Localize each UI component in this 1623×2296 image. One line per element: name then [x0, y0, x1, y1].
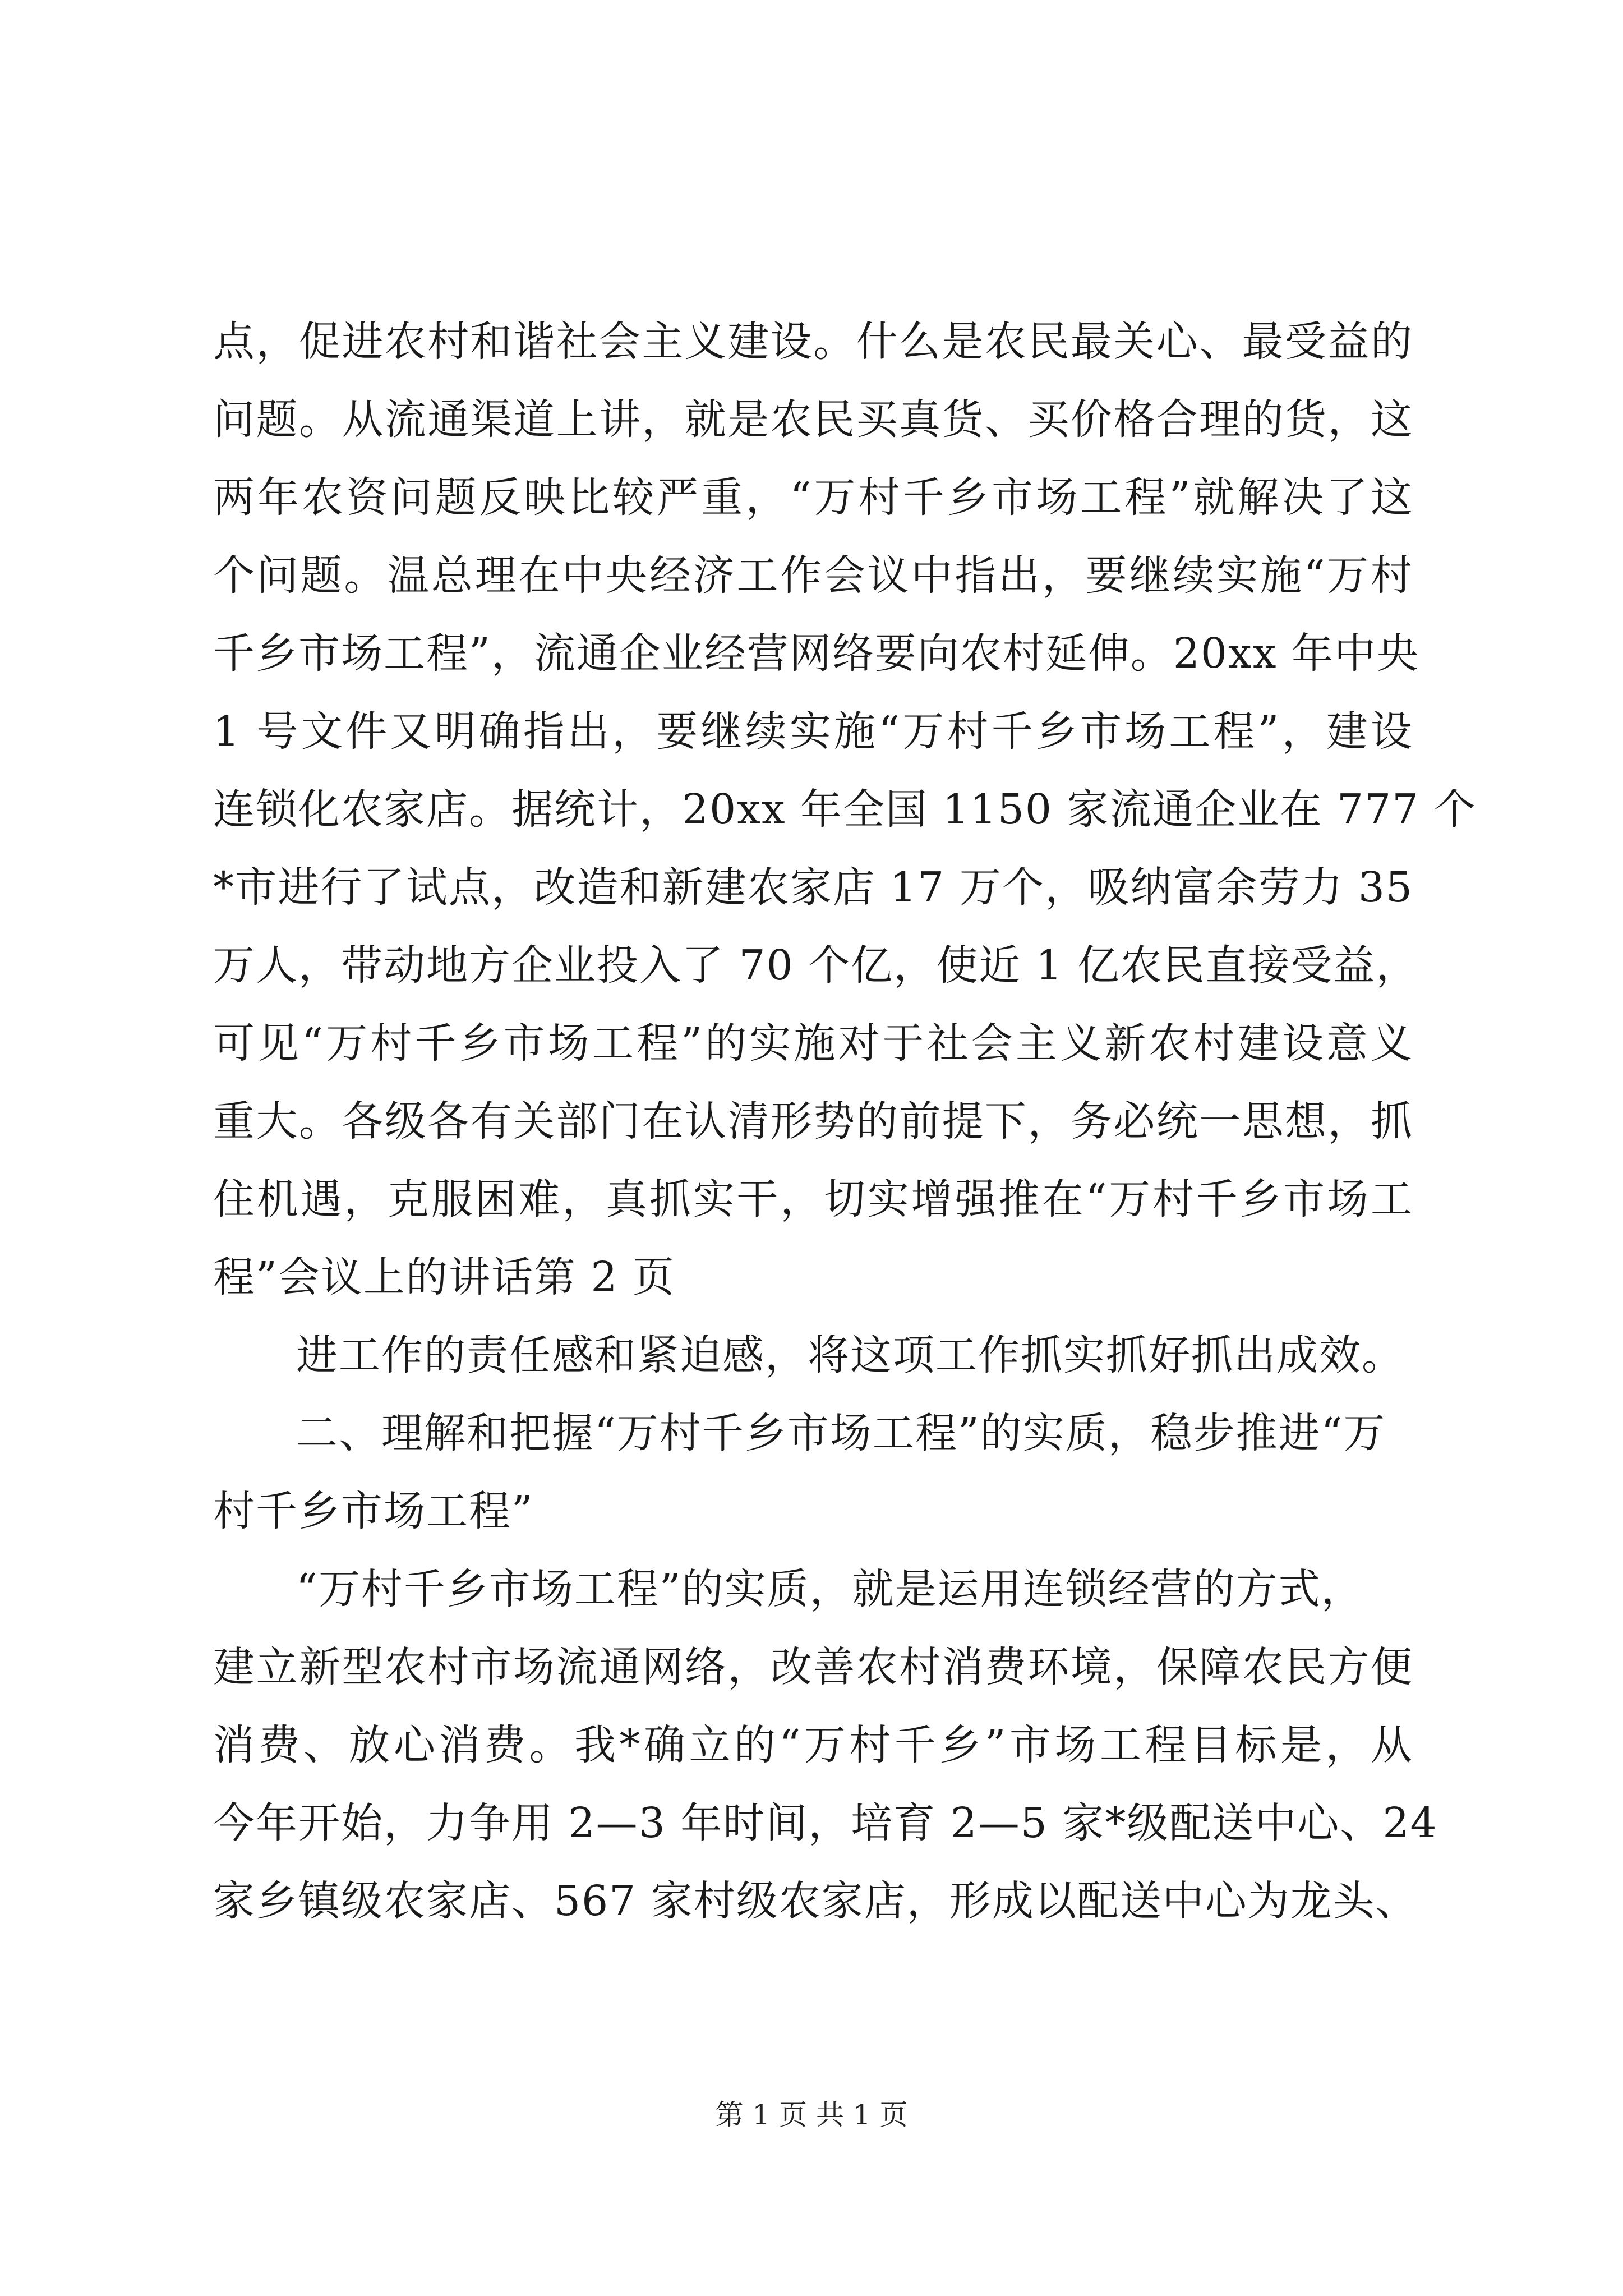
section-heading-line: 村千乡市场工程”	[213, 1487, 534, 1535]
section-heading-line: 二、理解和把握“万村千乡市场工程”的实质，稳步推进“万	[296, 1409, 1386, 1457]
paragraph-first-line: 进工作的责任感和紧迫感，将这项工作抓实抓好抓出成效。	[296, 1331, 1404, 1379]
text-line: 消费、放心消费。我*确立的“万村千乡”市场工程目标是，从	[213, 1721, 1413, 1769]
text-line: 连锁化农家店。据统计，20xx 年全国 1150 家流通企业在 777 个	[213, 785, 1477, 834]
text-line: 万人，带动地方企业投入了 70 个亿，使近 1 亿农民直接受益，	[213, 941, 1419, 990]
text-line: 可见“万村千乡市场工程”的实施对于社会主义新农村建设意义	[213, 1019, 1413, 1068]
text-line: 住机遇，克服困难，真抓实干，切实增强推在“万村千乡市场工	[213, 1175, 1413, 1223]
text-line: 两年农资问题反映比较严重，“万村千乡市场工程”就解决了这	[213, 473, 1413, 522]
page-footer: 第 1 页 共 1 页	[715, 2099, 908, 2131]
paragraph-first-line: “万村千乡市场工程”的实质，就是运用连锁经营的方式，	[296, 1565, 1364, 1613]
text-line: 家乡镇级农家店、567 家村级农家店，形成以配送中心为龙头、	[213, 1877, 1418, 1925]
text-line: 程”会议上的讲话第 2 页	[213, 1253, 675, 1301]
text-line: 1 号文件又明确指出，要继续实施“万村千乡市场工程”，建设	[213, 707, 1413, 756]
text-line: 点，促进农村和谐社会主义建设。什么是农民最关心、最受益的	[213, 318, 1413, 366]
text-line: *市进行了试点，改造和新建农家店 17 万个，吸纳富余劳力 35	[213, 863, 1413, 912]
text-line: 建立新型农村市场流通网络，改善农村消费环境，保障农民方便	[213, 1643, 1413, 1691]
text-line: 个问题。温总理在中央经济工作会议中指出，要继续实施“万村	[213, 551, 1413, 600]
text-line: 今年开始，力争用 2—3 年时间，培育 2—5 家*级配送中心、24	[213, 1799, 1438, 1847]
text-line: 重大。各级各有关部门在认清形势的前提下，务必统一思想，抓	[213, 1097, 1413, 1145]
text-line: 问题。从流通渠道上讲，就是农民买真货、买价格合理的货，这	[213, 395, 1413, 444]
text-line: 千乡市场工程”，流通企业经营网络要向农村延伸。20xx 年中央	[213, 629, 1419, 678]
body-text	[213, 303, 1477, 1940]
